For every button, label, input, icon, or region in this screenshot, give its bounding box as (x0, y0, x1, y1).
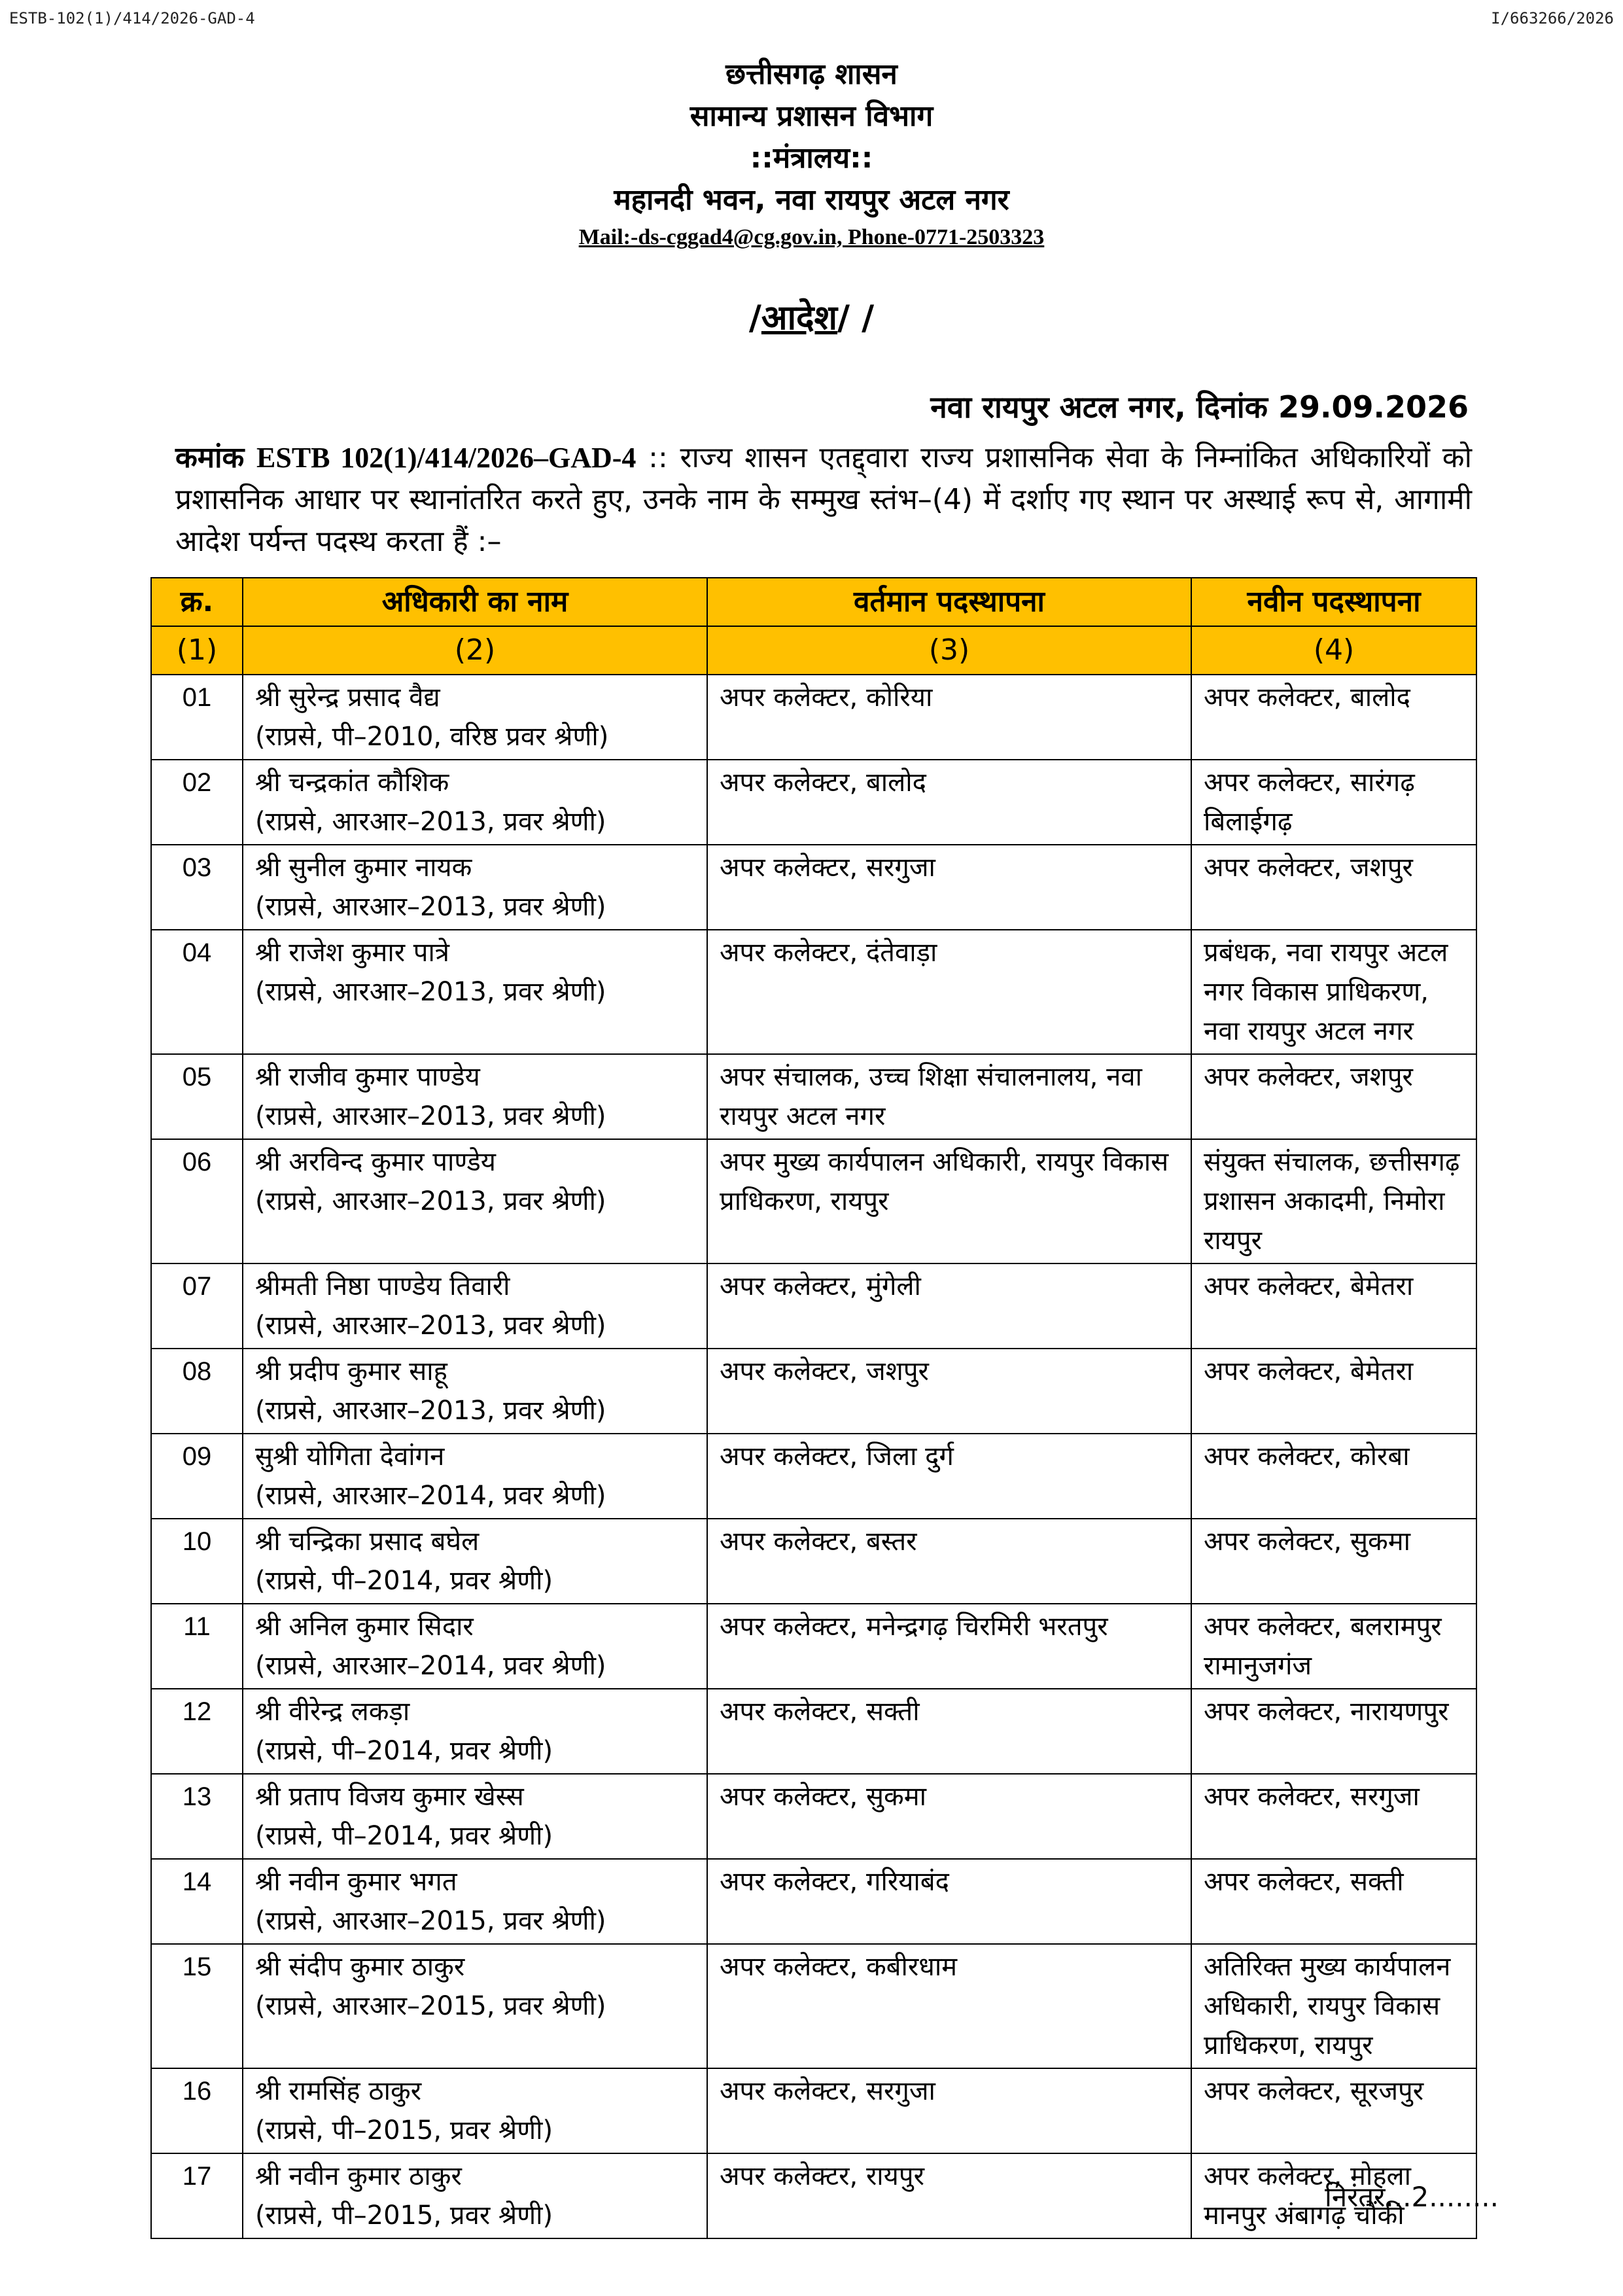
current-posting: अपर कलेक्टर, कोरिया (720, 682, 933, 713)
current-posting-cell (707, 2068, 1191, 2153)
current-posting-cell (707, 760, 1191, 845)
officer-cell (243, 2068, 707, 2153)
current-posting-cell (707, 1774, 1191, 1859)
serial-number: 12 (182, 1697, 212, 1726)
new-posting: अपर कलेक्टर, नारायणपुर (1204, 1697, 1449, 1727)
current-posting-cell (707, 1349, 1191, 1434)
serial-cell (151, 1859, 243, 1944)
officer-cell (243, 2153, 707, 2238)
current-posting-cell (707, 845, 1191, 930)
serial-number: 01 (182, 683, 212, 712)
current-posting: अपर कलेक्टर, रायपुर (720, 2161, 924, 2191)
officer-cell (243, 1054, 707, 1139)
new-posting-cell (1191, 1054, 1476, 1139)
serial-number: 02 (182, 768, 212, 797)
letterhead-department: सामान्य प्रशासन विभाग (689, 99, 934, 133)
officer-name: श्रीमती निष्ठा पाण्डेय तिवारी (255, 1271, 510, 1301)
table-row (151, 1054, 1476, 1139)
current-posting-cell (707, 1689, 1191, 1774)
new-posting: अपर कलेक्टर, सुकमा (1204, 1527, 1410, 1557)
officer-name: श्री राजीव कुमार पाण्डेय (255, 1062, 480, 1092)
serial-cell (151, 1349, 243, 1434)
officer-service: (राप्रसे, पी–2014, प्रवर श्रेणी) (255, 1821, 553, 1851)
current-posting-cell (707, 1139, 1191, 1263)
letterhead-address: महानदी भवन, नवा रायपुर अटल नगर (614, 183, 1009, 217)
table-row (151, 1859, 1476, 1944)
serial-cell (151, 1689, 243, 1774)
officer-name: श्री रामसिंह ठाकुर (255, 2076, 422, 2106)
new-posting-cell (1191, 845, 1476, 930)
officer-service: (राप्रसे, आरआर–2013, प्रवर श्रेणी) (255, 807, 606, 837)
officer-name: श्री सुनील कुमार नायक (255, 853, 472, 883)
table-row (151, 930, 1476, 1054)
header-new-posting: नवीन पदस्थापना (1191, 578, 1476, 626)
officer-cell (243, 1519, 707, 1604)
current-posting-cell (707, 1519, 1191, 1604)
new-posting-cell (1191, 1774, 1476, 1859)
officer-service: (राप्रसे, आरआर–2013, प्रवर श्रेणी) (255, 1101, 606, 1131)
serial-cell (151, 675, 243, 760)
order-dateline: नवा रायपुर अटल नगर, दिनांक 29.09.2026 (930, 389, 1469, 425)
officer-name: श्री अरविन्द कुमार पाण्डेय (255, 1147, 496, 1177)
order-ref-label: कमांक (175, 441, 245, 474)
serial-cell (151, 1139, 243, 1263)
serial-number: 11 (183, 1612, 211, 1641)
header-serial: क्र. (151, 578, 243, 626)
new-posting-cell (1191, 1944, 1476, 2068)
current-posting: अपर कलेक्टर, जशपुर (720, 1356, 929, 1386)
officer-name: श्री राजेश कुमार पात्रे (255, 938, 449, 968)
new-posting-cell (1191, 930, 1476, 1054)
new-posting-cell (1191, 1434, 1476, 1519)
officer-cell (243, 1774, 707, 1859)
officer-cell (243, 1139, 707, 1263)
officer-service: (राप्रसे, आरआर–2015, प्रवर श्रेणी) (255, 1991, 606, 2021)
officer-service: (राप्रसे, आरआर–2013, प्रवर श्रेणी) (255, 892, 606, 922)
officer-service: (राप्रसे, आरआर–2014, प्रवर श्रेणी) (255, 1481, 606, 1511)
column-number: (3) (707, 626, 1191, 675)
table-row (151, 1349, 1476, 1434)
officer-cell (243, 1263, 707, 1349)
new-posting: संयुक्त संचालक, छत्तीसगढ़ प्रशासन अकादमी, निमोरा रायपुर (1204, 1147, 1460, 1256)
serial-cell (151, 1434, 243, 1519)
serial-number: 13 (182, 1782, 212, 1811)
officer-cell (243, 1859, 707, 1944)
serial-cell (151, 845, 243, 930)
serial-number: 10 (182, 1527, 212, 1556)
officer-name: श्री नवीन कुमार भगत (255, 1867, 457, 1897)
officer-name: श्री चन्द्रिका प्रसाद बघेल (255, 1527, 480, 1557)
table-row (151, 1263, 1476, 1349)
file-reference-left: ESTB-102(1)/414/2026-GAD-4 (9, 9, 255, 27)
serial-number: 03 (182, 853, 212, 882)
current-posting: अपर कलेक्टर, बालोद (720, 768, 926, 798)
serial-cell (151, 2153, 243, 2238)
new-posting: अपर कलेक्टर, बेमेतरा (1204, 1356, 1414, 1386)
officer-name: श्री प्रताप विजय कुमार खेस्स (255, 1782, 524, 1812)
new-posting: प्रबंधक, नवा रायपुर अटल नगर विकास प्राधिकरण, नवा रायपुर अटल नगर (1204, 938, 1448, 1046)
new-posting-cell (1191, 1689, 1476, 1774)
serial-number: 05 (182, 1063, 212, 1091)
serial-number: 06 (182, 1148, 212, 1176)
table-header-row (151, 578, 1476, 626)
officer-name: श्री अनिल कुमार सिदार (255, 1612, 474, 1642)
serial-number: 04 (182, 938, 212, 967)
new-posting-cell (1191, 760, 1476, 845)
new-posting: अपर कलेक्टर, जशपुर (1204, 853, 1413, 883)
current-posting: अपर कलेक्टर, सुकमा (720, 1782, 926, 1812)
current-posting: अपर कलेक्टर, मनेन्द्रगढ़ चिरमिरी भरतपुर (720, 1612, 1108, 1642)
table-row (151, 2153, 1476, 2238)
officer-name: सुश्री योगिता देवांगन (255, 1441, 445, 1472)
table-row (151, 675, 1476, 760)
serial-number: 07 (182, 1272, 212, 1301)
table-row (151, 1604, 1476, 1689)
serial-number: 16 (182, 2077, 212, 2106)
serial-cell (151, 1054, 243, 1139)
serial-cell (151, 760, 243, 845)
current-posting-cell (707, 1263, 1191, 1349)
current-posting-cell (707, 1054, 1191, 1139)
officer-service: (राप्रसे, आरआर–2015, प्रवर श्रेणी) (255, 1906, 606, 1936)
column-number: (4) (1191, 626, 1476, 675)
new-posting: अपर कलेक्टर, जशपुर (1204, 1062, 1413, 1092)
current-posting-cell (707, 1434, 1191, 1519)
officer-service: (राप्रसे, पी–2015, प्रवर श्रेणी) (255, 2200, 553, 2231)
file-reference-right: I/663266/2026 (1491, 9, 1614, 27)
order-title (0, 293, 1623, 340)
officer-cell (243, 1604, 707, 1689)
new-posting: अपर कलेक्टर, कोरबा (1204, 1441, 1410, 1472)
new-posting: अपर कलेक्टर, बलरामपुर रामानुजगंज (1204, 1612, 1442, 1681)
officer-cell (243, 1944, 707, 2068)
letterhead (0, 54, 1623, 254)
officer-service: (राप्रसे, आरआर–2013, प्रवर श्रेणी) (255, 1311, 606, 1341)
serial-cell (151, 1604, 243, 1689)
new-posting: अपर कलेक्टर, सक्ती (1204, 1867, 1404, 1897)
current-posting-cell (707, 675, 1191, 760)
new-posting: अपर कलेक्टर, सूरजपुर (1204, 2076, 1424, 2106)
new-posting: अपर कलेक्टर, सारंगढ़ बिलाईगढ़ (1204, 768, 1415, 837)
new-posting-cell (1191, 1604, 1476, 1689)
current-posting-cell (707, 2153, 1191, 2238)
serial-number: 09 (182, 1442, 212, 1471)
officer-service: (राप्रसे, आरआर–2013, प्रवर श्रेणी) (255, 977, 606, 1007)
serial-number: 15 (182, 1952, 212, 1981)
order-ref-number: ESTB 102(1)/414/2026–GAD-4 (256, 442, 637, 474)
officer-cell (243, 675, 707, 760)
serial-cell (151, 1519, 243, 1604)
serial-cell (151, 1774, 243, 1859)
new-posting-cell (1191, 1519, 1476, 1604)
current-posting: अपर कलेक्टर, कबीरधाम (720, 1952, 958, 1982)
table-column-number-row (151, 626, 1476, 675)
continued-marker: निरंतर...2........ (1324, 2181, 1499, 2213)
column-number: (2) (243, 626, 707, 675)
serial-cell (151, 1263, 243, 1349)
table-row (151, 1139, 1476, 1263)
order-intro (175, 437, 1472, 563)
new-posting-cell (1191, 2068, 1476, 2153)
serial-cell (151, 930, 243, 1054)
letterhead-government: छत्तीसगढ़ शासन (725, 58, 898, 91)
order-title-prefix: / (748, 298, 761, 338)
new-posting-cell (1191, 1263, 1476, 1349)
new-posting: अपर कलेक्टर, सरगुजा (1204, 1782, 1420, 1812)
new-posting: अपर कलेक्टर, बेमेतरा (1204, 1271, 1414, 1301)
current-posting: अपर कलेक्टर, सरगुजा (720, 2076, 935, 2106)
serial-cell (151, 2068, 243, 2153)
new-posting-cell (1191, 1139, 1476, 1263)
officer-service: (राप्रसे, आरआर–2013, प्रवर श्रेणी) (255, 1396, 606, 1426)
table-row (151, 1434, 1476, 1519)
officer-cell (243, 1434, 707, 1519)
order-title-suffix: / / (837, 298, 875, 338)
officer-name: श्री वीरेन्द्र लकड़ा (255, 1697, 410, 1727)
column-number: (1) (151, 626, 243, 675)
current-posting: अपर कलेक्टर, बस्तर (720, 1527, 917, 1557)
current-posting-cell (707, 930, 1191, 1054)
serial-cell (151, 1944, 243, 2068)
letterhead-contact: Mail:-ds-cggad4@cg.gov.in, Phone-0771-2503323 (578, 225, 1045, 249)
officer-cell (243, 930, 707, 1054)
current-posting: अपर कलेक्टर, सक्ती (720, 1697, 920, 1727)
table-row (151, 1774, 1476, 1859)
officer-service: (राप्रसे, आरआर–2014, प्रवर श्रेणी) (255, 1651, 606, 1681)
current-posting-cell (707, 1859, 1191, 1944)
current-posting: अपर संचालक, उच्च शिक्षा संचालनालय, नवा रायपुर अटल नगर (720, 1062, 1142, 1131)
header-current-posting: वर्तमान पदस्थापना (707, 578, 1191, 626)
table-row (151, 845, 1476, 930)
new-posting: अतिरिक्त मुख्य कार्यपालन अधिकारी, रायपुर विकास प्राधिकरण, रायपुर (1204, 1952, 1451, 2060)
header-officer-name: अधिकारी का नाम (243, 578, 707, 626)
current-posting: अपर कलेक्टर, गरियाबंद (720, 1867, 949, 1897)
serial-number: 14 (182, 1867, 212, 1896)
new-posting: अपर कलेक्टर, मोहला मानपुर अंबागढ़ चौंकी (1204, 2161, 1411, 2231)
serial-number: 08 (182, 1357, 212, 1386)
current-posting-cell (707, 1944, 1191, 2068)
current-posting: अपर कलेक्टर, सरगुजा (720, 853, 935, 883)
officer-service: (राप्रसे, आरआर–2013, प्रवर श्रेणी) (255, 1186, 606, 1216)
officer-cell (243, 845, 707, 930)
officer-service: (राप्रसे, पी–2014, प्रवर श्रेणी) (255, 1566, 553, 1596)
table-row (151, 2068, 1476, 2153)
officer-service: (राप्रसे, पी–2015, प्रवर श्रेणी) (255, 2115, 553, 2146)
new-posting-cell (1191, 675, 1476, 760)
table-row (151, 760, 1476, 845)
officer-name: श्री सुरेन्द्र प्रसाद वैद्य (255, 682, 440, 713)
officer-service: (राप्रसे, पी–2010, वरिष्ठ प्रवर श्रेणी) (255, 722, 609, 752)
new-posting: अपर कलेक्टर, बालोद (1204, 682, 1410, 713)
serial-number: 17 (182, 2162, 212, 2191)
officer-cell (243, 760, 707, 845)
order-intro-text: :: राज्य शासन एतद्द्वारा राज्य प्रशासनिक सेवा के निम्नांकित अधिकारियों को प्रशासनिक आधार पर स्थानांतरित करते हुए, उनके नाम के सम्मुख स्तंभ–(4) में दर्शाए गए स्थान पर अस्थाई रूप से, आगामी आदेश पर्यन्त पदस्थ करता हैं :– (175, 441, 1472, 558)
officer-name: श्री नवीन कुमार ठाकुर (255, 2161, 462, 2191)
new-posting-cell (1191, 1349, 1476, 1434)
current-posting: अपर मुख्य कार्यपालन अधिकारी, रायपुर विकास प्राधिकरण, रायपुर (720, 1147, 1169, 1216)
current-posting: अपर कलेक्टर, जिला दुर्ग (720, 1441, 954, 1472)
table-row (151, 1519, 1476, 1604)
officer-service: (राप्रसे, पी–2014, प्रवर श्रेणी) (255, 1736, 553, 1766)
current-posting: अपर कलेक्टर, मुंगेली (720, 1271, 921, 1301)
officer-cell (243, 1689, 707, 1774)
officer-name: श्री प्रदीप कुमार साहू (255, 1356, 447, 1386)
officer-name: श्री चन्द्रकांत कौशिक (255, 768, 449, 798)
new-posting-cell (1191, 1859, 1476, 1944)
table-row (151, 1944, 1476, 2068)
letterhead-ministry: ::मंत्रालय:: (750, 141, 873, 175)
table-row (151, 1689, 1476, 1774)
officer-name: श्री संदीप कुमार ठाकुर (255, 1952, 465, 1982)
current-posting: अपर कलेक्टर, दंतेवाड़ा (720, 938, 937, 968)
current-posting-cell (707, 1604, 1191, 1689)
transfer-table (150, 577, 1477, 2239)
officer-cell (243, 1349, 707, 1434)
order-title-word: आदेश (761, 298, 838, 338)
